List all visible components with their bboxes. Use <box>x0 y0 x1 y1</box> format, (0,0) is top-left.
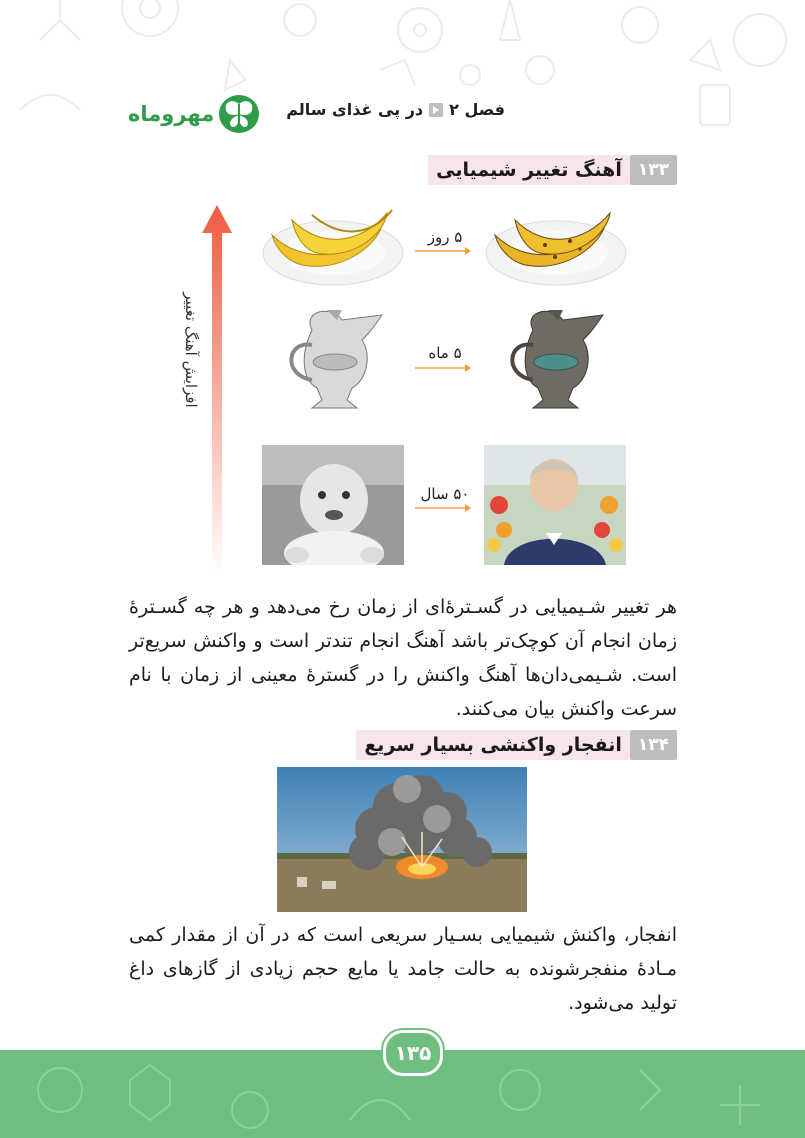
time-label-years: ۵۰ سال <box>420 485 470 503</box>
tarnished-silver-pitcher-image <box>493 300 618 415</box>
baby-photo-image <box>262 445 404 565</box>
shiny-silver-pitcher-image <box>272 300 397 415</box>
explosion-photo-image <box>277 767 527 912</box>
page-number: ۱۳۵ <box>383 1030 443 1076</box>
axis-label-text: افزایش آهنگ تغییر <box>182 292 200 408</box>
section-134-title: انفجار واکنشی بسیار سریع <box>356 730 630 760</box>
time-label-months: ۵ ماه <box>428 344 462 362</box>
section-134-heading <box>356 730 677 760</box>
page-header <box>0 90 805 136</box>
arrow-right-icon <box>415 246 471 256</box>
increase-arrow-icon <box>202 205 232 575</box>
section-133-number: ۱۳۳ <box>630 155 677 185</box>
arrow-right-icon <box>415 503 471 513</box>
section-133-heading <box>428 155 677 185</box>
section-133-title: آهنگ تغییر شیمیایی <box>428 155 630 185</box>
arrow-right-icon <box>415 363 471 373</box>
brand-name: مهروماه <box>128 102 215 126</box>
axis-label <box>176 280 206 420</box>
chapter-title: در پی غذای سالم <box>286 100 424 119</box>
chapter-heading <box>286 100 505 119</box>
section-133-paragraph: هر تغییر شـیمیایی در گسـترهٔ‌ای از زمان رخ می‌دهد و هر چه گسـترهٔ زمان انجام آن کوچک‌تر باشد آهنگ انجام تندتر است و واکنش سریع‌تر است. شـیمی‌دان‌ها آهنگ واکنش را در گسترهٔ معینی از زمان با نام سرعت واکنش بیان می‌کنند. <box>129 596 677 720</box>
ripe-bananas-image <box>485 205 627 287</box>
fresh-bananas-image <box>262 205 404 287</box>
brand-logo <box>128 94 260 134</box>
adult-man-photo-image <box>484 445 626 565</box>
section-134-paragraph: انفجار، واکنش شیمیایی بسـیار سریعی است که در آن از مقدار کمی مـادهٔ منفجرشونده به حالت جامد یا مایع حجم زیادی از گازهای داغ تولید می‌شود. <box>129 924 677 1014</box>
time-label-days: ۵ روز <box>427 228 463 246</box>
chapter-separator-icon <box>429 103 443 117</box>
chapter-label: فصل ۲ <box>449 100 505 119</box>
section-134-number: ۱۳۴ <box>630 730 677 760</box>
butterfly-icon <box>218 94 260 134</box>
